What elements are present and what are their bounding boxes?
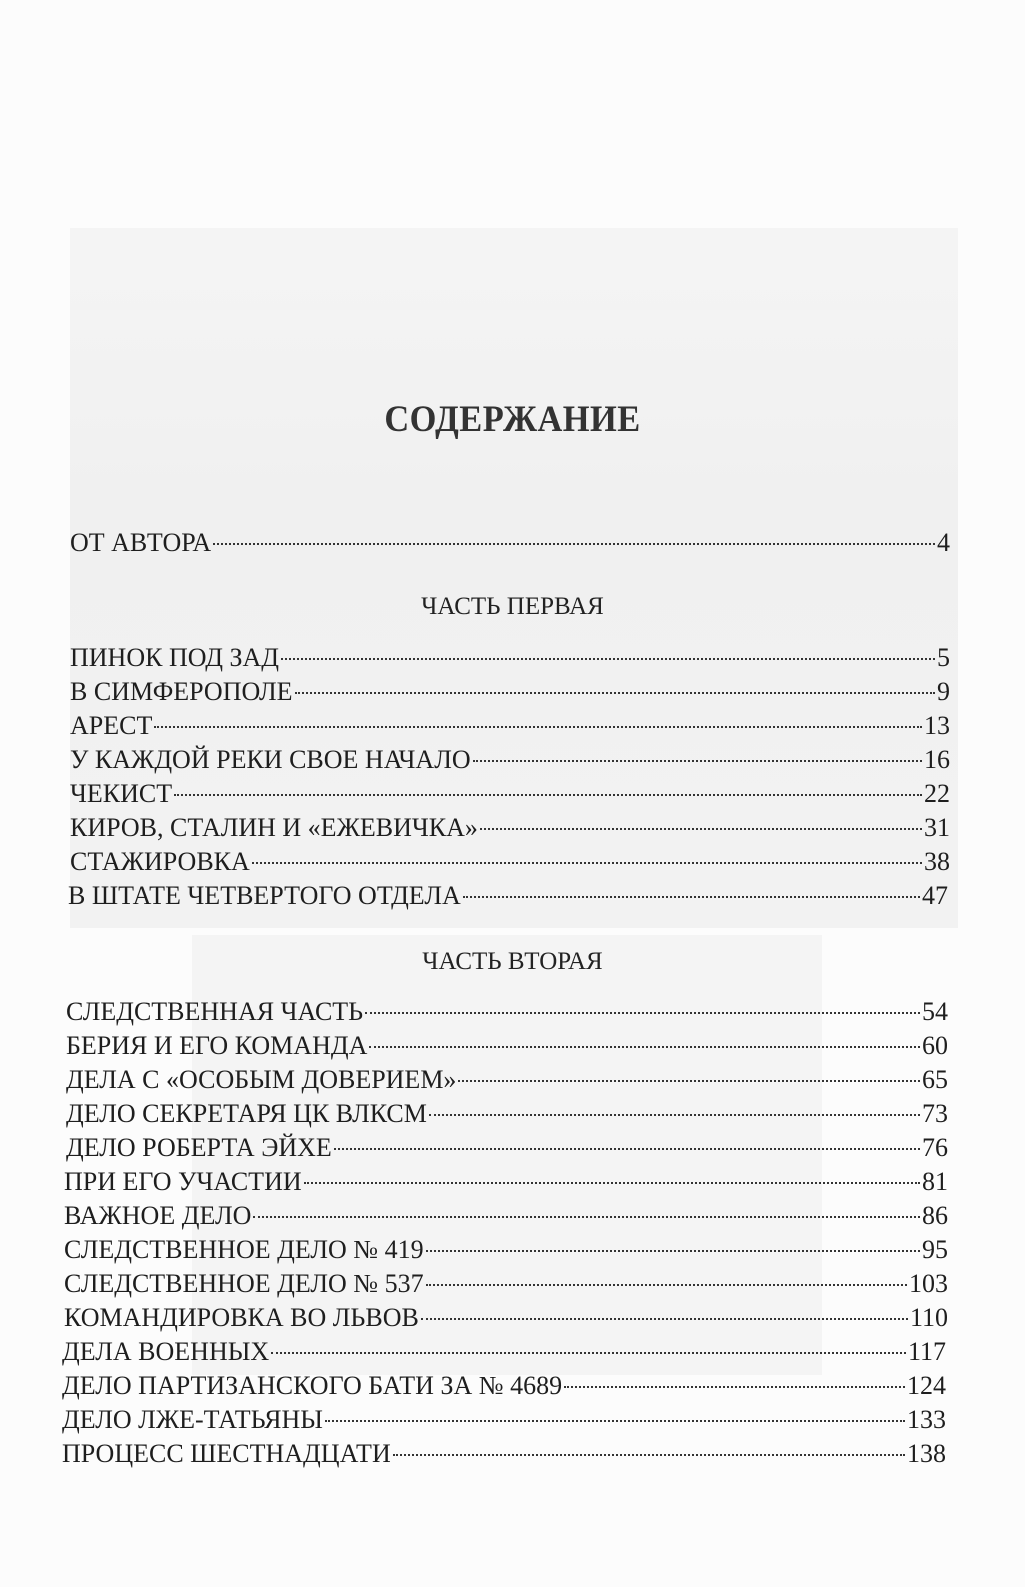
toc-entry-label: ОТ АВТОРА [70, 528, 212, 557]
toc-entry [62, 1405, 946, 1437]
toc-entry-page: 103 [909, 1269, 948, 1298]
toc-entry-label: СЛЕДСТВЕННОЕ ДЕЛО № 419 [64, 1235, 424, 1264]
toc-entry [70, 847, 950, 879]
toc-leader-dots [271, 1352, 906, 1354]
toc-entry-page: 47 [922, 881, 948, 910]
toc-entry-label: ДЕЛО РОБЕРТА ЭЙХЕ [66, 1133, 332, 1162]
toc-entry-label: СЛЕДСТВЕННАЯ ЧАСТЬ [66, 997, 364, 1026]
toc-entry [64, 1167, 948, 1199]
toc-entry-page: 133 [907, 1405, 946, 1434]
part-heading: ЧАСТЬ ПЕРВАЯ [421, 593, 604, 620]
toc-entry [70, 711, 950, 743]
toc-entry-label: КОМАНДИРОВКА ВО ЛЬВОВ [64, 1303, 419, 1332]
toc-leader-dots [281, 658, 935, 660]
toc-leader-dots [421, 1318, 908, 1320]
toc-entry [62, 1337, 946, 1369]
toc-entry-page: 76 [922, 1133, 948, 1162]
toc-leader-dots [334, 1148, 920, 1150]
toc-entry-label: ЧЕКИСТ [70, 779, 173, 808]
toc-entry [70, 779, 950, 811]
toc-leader-dots [174, 794, 922, 796]
toc-leader-dots [429, 1114, 920, 1116]
toc-entry-label: СТАЖИРОВКА [70, 847, 250, 876]
toc-entry-page: 9 [937, 677, 950, 706]
toc-entry [62, 1439, 946, 1471]
toc-entry-label: ДЕЛА С «ОСОБЫМ ДОВЕРИЕМ» [66, 1065, 457, 1094]
toc-entry-label: БЕРИЯ И ЕГО КОМАНДА [66, 1031, 368, 1060]
toc-entry-label: АРЕСТ [70, 711, 153, 740]
toc-entry [70, 677, 950, 709]
toc-leader-dots [325, 1420, 905, 1422]
toc-entry [64, 1201, 948, 1233]
toc-entry-page: 5 [937, 643, 950, 672]
toc-entry-label: У КАЖДОЙ РЕКИ СВОЕ НАЧАЛО [70, 745, 471, 774]
toc-entry [66, 997, 948, 1029]
toc-entry-page: 22 [924, 779, 950, 808]
toc-entry-label: ПИНОК ПОД ЗАД [70, 643, 279, 672]
toc-leader-dots [213, 543, 935, 545]
toc-entry [70, 745, 950, 777]
toc-entry [64, 1269, 948, 1301]
toc-entry-page: 38 [924, 847, 950, 876]
toc-leader-dots [253, 1216, 920, 1218]
toc-leader-dots [480, 828, 922, 830]
toc-leader-dots [304, 1182, 920, 1184]
toc-entry-intro [70, 528, 950, 560]
toc-entry [64, 1235, 948, 1267]
toc-entry-page: 4 [937, 528, 950, 557]
toc-leader-dots [393, 1454, 905, 1456]
toc-entry-label: В СИМФЕРОПОЛЕ [70, 677, 293, 706]
toc-entry-page: 117 [907, 1337, 946, 1366]
toc-entry-label: ПРИ ЕГО УЧАСТИИ [64, 1167, 302, 1196]
toc-entry-label: В ШТАТЕ ЧЕТВЕРТОГО ОТДЕЛА [68, 881, 461, 910]
toc-entry [70, 643, 950, 675]
toc-entry [68, 881, 948, 913]
toc-entry [70, 813, 950, 845]
toc-entry-page: 16 [924, 745, 950, 774]
toc-leader-dots [463, 896, 920, 898]
toc-entry-label: СЛЕДСТВЕННОЕ ДЕЛО № 537 [64, 1269, 424, 1298]
toc-entry-label: ПРОЦЕСС ШЕСТНАДЦАТИ [62, 1439, 391, 1468]
toc-leader-dots [458, 1080, 920, 1082]
toc-entry-page: 65 [922, 1065, 948, 1094]
toc-entry-label: ДЕЛО ЛЖЕ-ТАТЬЯНЫ [62, 1405, 323, 1434]
toc-leader-dots [295, 692, 936, 694]
toc-entry-page: 54 [922, 997, 948, 1026]
toc-leader-dots [564, 1386, 905, 1388]
toc-entry-page: 95 [922, 1235, 948, 1264]
toc-leader-dots [426, 1284, 907, 1286]
part-heading: ЧАСТЬ ВТОРАЯ [422, 948, 603, 975]
toc-entry-page: 31 [924, 813, 950, 842]
toc-entry [62, 1371, 946, 1403]
toc-entry-label: ВАЖНОЕ ДЕЛО [64, 1201, 252, 1230]
toc-entry [66, 1031, 948, 1063]
page-title: СОДЕРЖАНИЕ [384, 399, 641, 440]
toc-entry [66, 1133, 948, 1165]
toc-entry-label: ДЕЛО ПАРТИЗАНСКОГО БАТИ ЗА № 4689 [62, 1371, 563, 1400]
toc-entry-label: КИРОВ, СТАЛИН И «ЕЖЕВИЧКА» [70, 813, 478, 842]
toc-entry-page: 73 [922, 1099, 948, 1128]
toc-entry-label: ДЕЛА ВОЕННЫХ [62, 1337, 270, 1366]
toc-entry [66, 1065, 948, 1097]
toc-entry-page: 138 [907, 1439, 946, 1468]
toc-leader-dots [365, 1012, 920, 1014]
toc-leader-dots [473, 760, 922, 762]
toc-entry [66, 1099, 948, 1131]
toc-leader-dots [252, 862, 922, 864]
toc-entry-page: 86 [922, 1201, 948, 1230]
toc-leader-dots [154, 726, 922, 728]
toc-entry-page: 81 [922, 1167, 948, 1196]
toc-entry-page: 110 [909, 1303, 948, 1332]
toc-entry-page: 60 [922, 1031, 948, 1060]
toc-entry-label: ДЕЛО СЕКРЕТАРЯ ЦК ВЛКСМ [66, 1099, 427, 1128]
toc-leader-dots [426, 1250, 920, 1252]
toc-leader-dots [369, 1046, 920, 1048]
toc-entry [64, 1303, 948, 1335]
toc-entry-page: 13 [924, 711, 950, 740]
toc-entry-page: 124 [907, 1371, 946, 1400]
